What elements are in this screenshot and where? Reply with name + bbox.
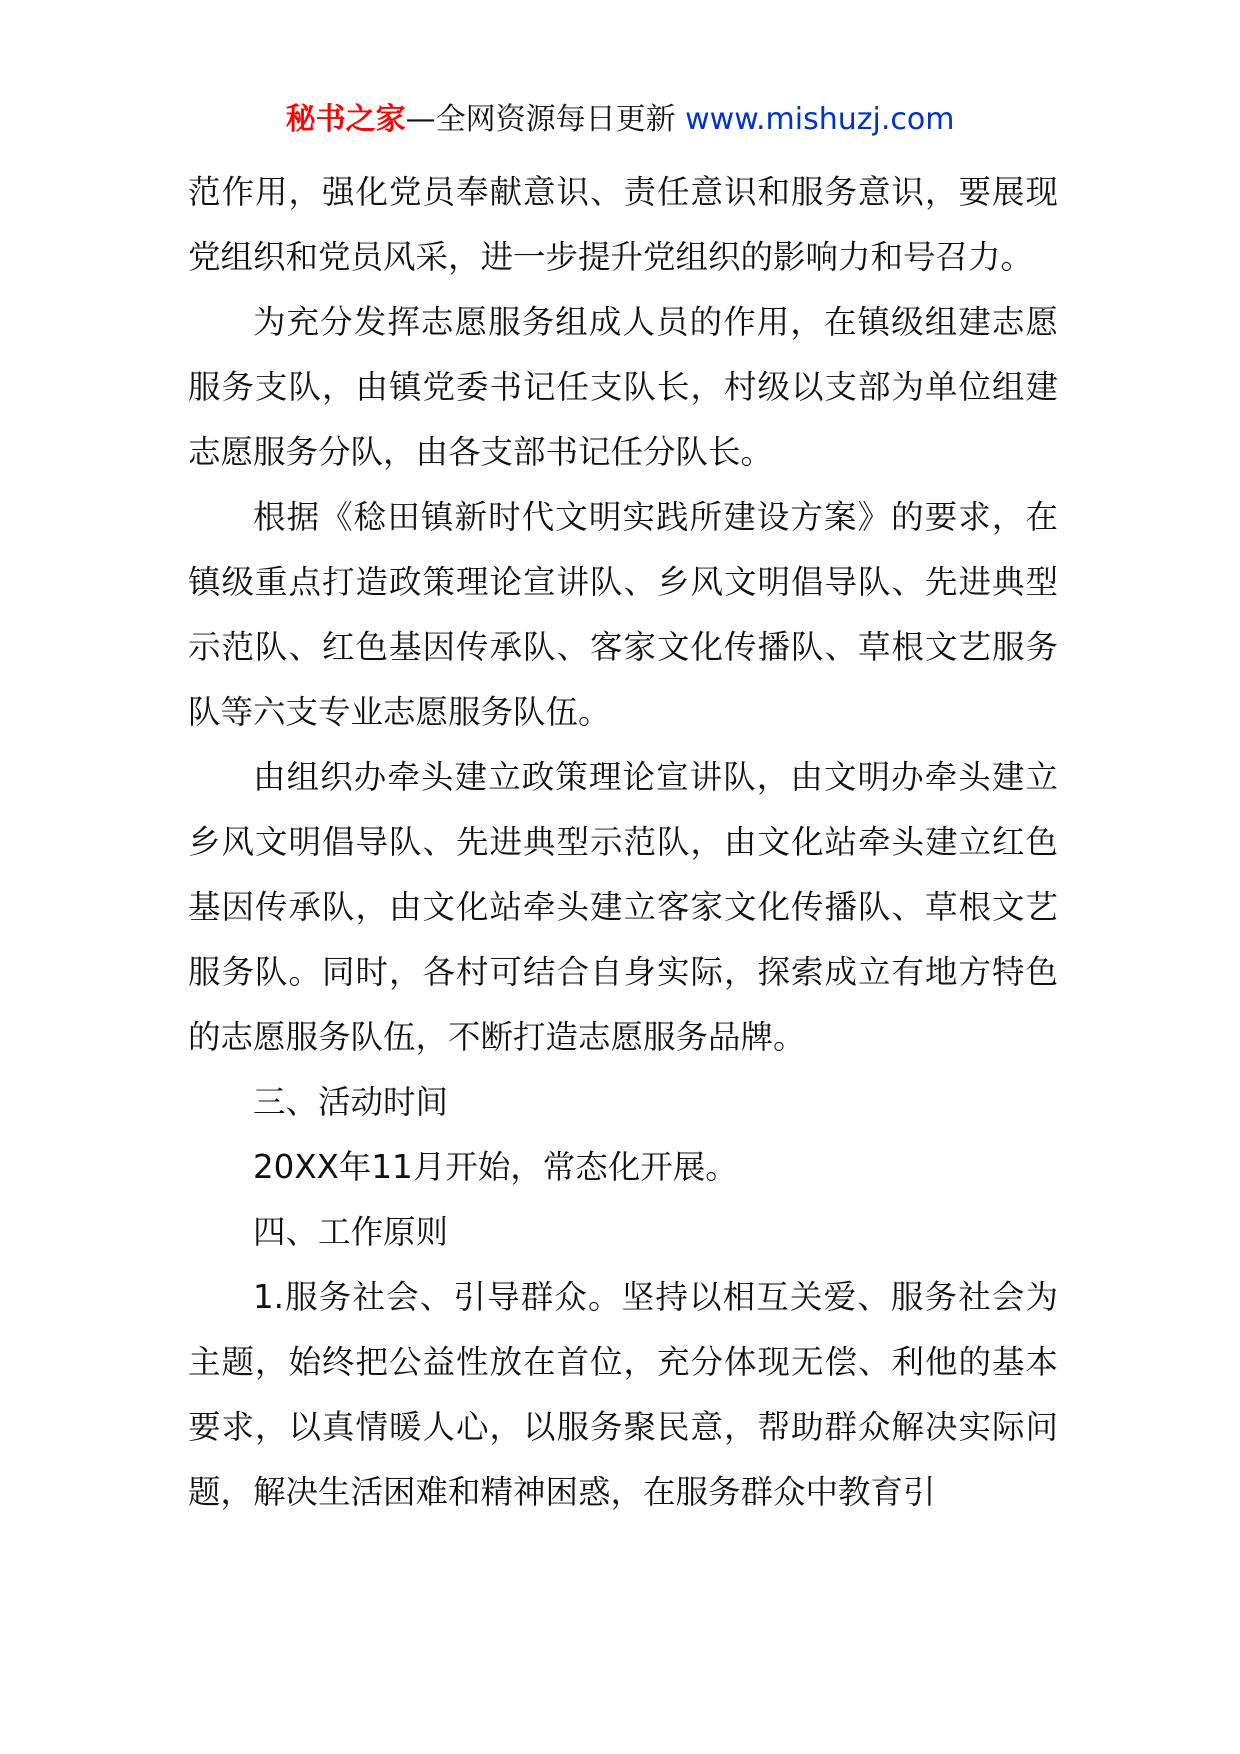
paragraph-principle-1: 1.服务社会、引导群众。坚持以相互关爱、服务社会为主题，始终把公益性放在首位，充分体现无偿、利他的基本要求，以真情暖人心，以服务聚民意，帮助群众解决实际问题，解决生活困难和精神困惑，在服务群众中教育引	[188, 1278, 1058, 1511]
paragraph-volunteer-teams: 为充分发挥志愿服务组成人员的作用，在镇级组建志愿服务支队，由镇党委书记任支队长，村级以支部为单位组建志愿服务分队，由各支部书记任分队长。	[188, 303, 1058, 471]
section-heading-activity-time: 三、活动时间	[253, 1083, 449, 1121]
header-slogan: —全网资源每日更新	[405, 102, 676, 137]
paragraph-continuation: 范作用，强化党员奉献意识、责任意识和服务意识，要展现党组织和党员风采，进一步提升党组织的影响力和号召力。	[188, 173, 1058, 276]
paragraph-construction-plan: 根据《稔田镇新时代文明实践所建设方案》的要求，在镇级重点打造政策理论宣讲队、乡风文明倡导队、先进典型示范队、红色基因传承队、客家文化传播队、草根文艺服务队等六支专业志愿服务队伍。	[188, 498, 1058, 731]
document-body	[188, 160, 1058, 1525]
paragraph-activity-time: 20XX年11月开始，常态化开展。	[253, 1148, 738, 1186]
site-url-link[interactable]: www.mishuzj.com	[685, 102, 955, 137]
paragraph-team-leads: 由组织办牵头建立政策理论宣讲队，由文明办牵头建立乡风文明倡导队、先进典型示范队，由文化站牵头建立红色基因传承队，由文化站牵头建立客家文化传播队、草根文艺服务队。同时，各村可结合自身实际，探索成立有地方特色的志愿服务队伍，不断打造志愿服务品牌。	[188, 758, 1058, 1056]
brand-name: 秘书之家	[285, 102, 406, 137]
section-heading-work-principles: 四、工作原则	[253, 1213, 449, 1251]
site-header	[0, 100, 1240, 140]
